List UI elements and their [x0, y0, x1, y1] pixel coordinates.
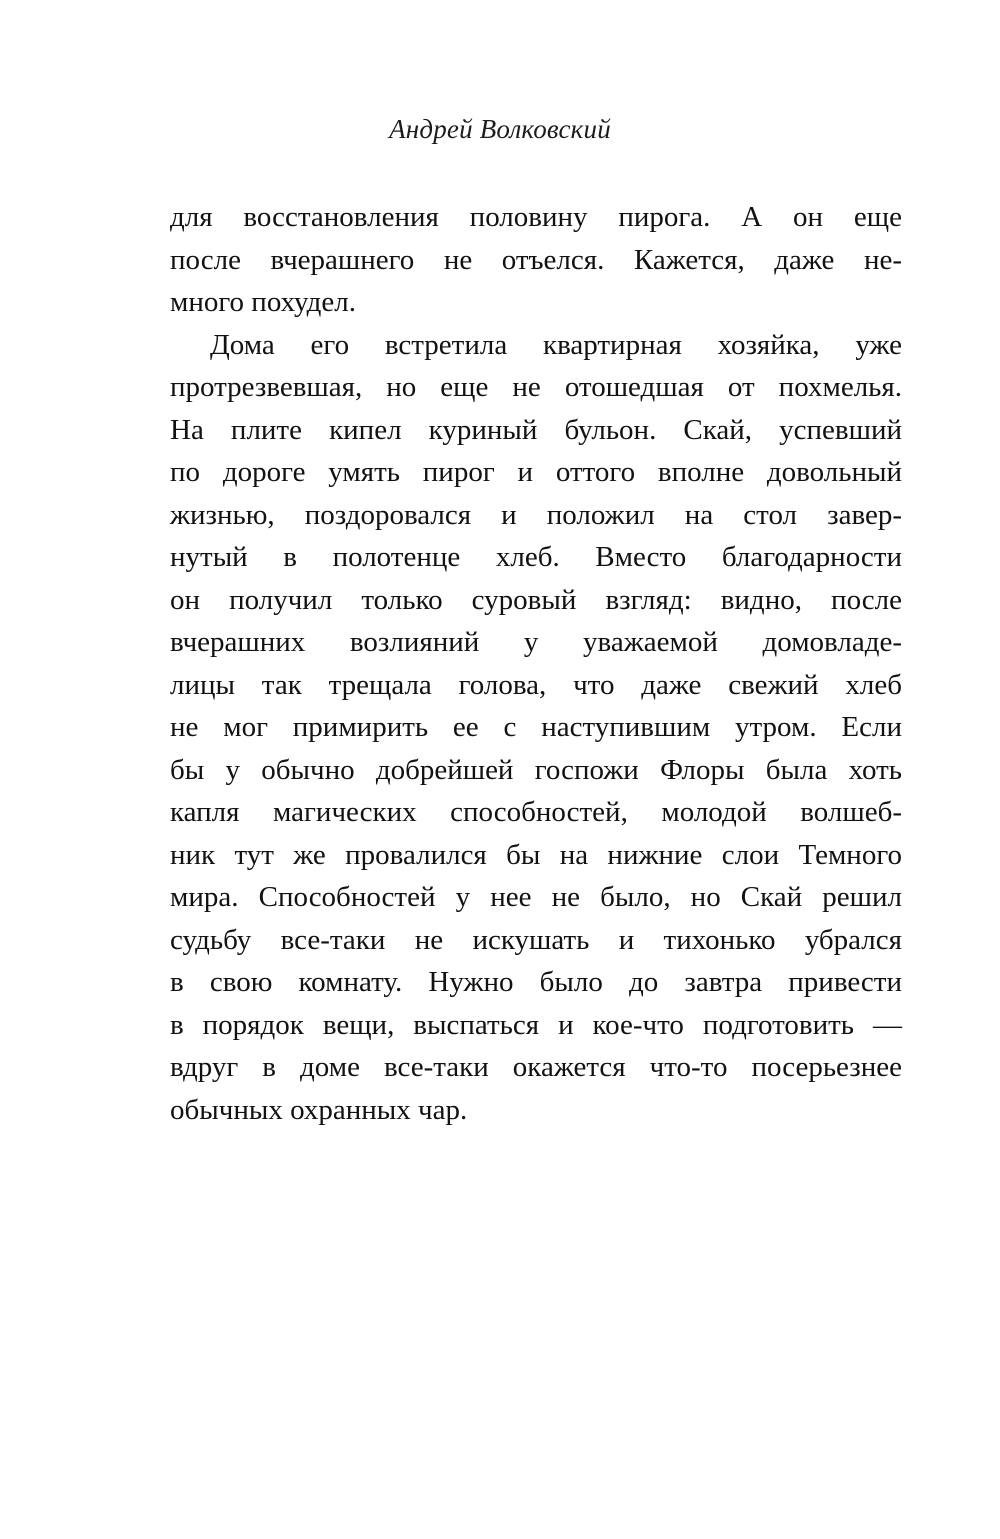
text-line: обычных охранных чар.: [170, 1093, 468, 1126]
text-line: вдруг в доме все-таки окажется что-то посерьезнее: [170, 1051, 902, 1083]
text-line: На плите кипел куриный бульон. Скай, успевший: [170, 413, 902, 446]
text-line: судьбу все-таки не искушать и тихонько убрался: [170, 923, 902, 956]
text-line: бы у обычно добрейшей госпожи Флоры была хоть: [170, 753, 902, 786]
text-line: много похудел.: [170, 286, 357, 318]
text-line: он получил только суровый взгляд: видно, после: [170, 583, 902, 616]
text-line: не мог примирить ее с наступившим утром. Если: [170, 711, 902, 743]
text-line: протрезвевшая, но еще не отошедшая от похмелья.: [170, 371, 902, 403]
text-line: Дома его встретила квартирная хозяйка, уже: [210, 328, 902, 361]
text-line: для восстановления половину пирога. А он еще: [170, 201, 902, 233]
text-line: лицы так трещала голова, что даже свежий хлеб: [170, 668, 902, 701]
text-line: ник тут же провалился бы на нижние слои Темного: [170, 838, 902, 871]
text-line: нутый в полотенце хлеб. Вместо благодарности: [170, 541, 902, 573]
text-line: по дороге умять пирог и оттого вполне довольный: [170, 456, 902, 488]
text-line: вчерашних возлияний у уважаемой домовладе-: [170, 626, 902, 658]
text-line: в порядок вещи, выспаться и кое-что подготовить —: [170, 1008, 902, 1041]
text-line: в свою комнату. Нужно было до завтра привести: [170, 966, 902, 998]
text-line: после вчерашнего не отъелся. Кажется, даже не-: [170, 243, 902, 276]
text-line: мира. Способностей у нее не было, но Скай решил: [170, 881, 902, 913]
text-line: жизнью, поздоровался и положил на стол завер-: [170, 498, 902, 531]
text-line: капля магических способностей, молодой волшеб-: [170, 796, 902, 828]
author-running-head: Андрей Волковский: [389, 114, 611, 144]
text-block: [170, 196, 902, 1131]
